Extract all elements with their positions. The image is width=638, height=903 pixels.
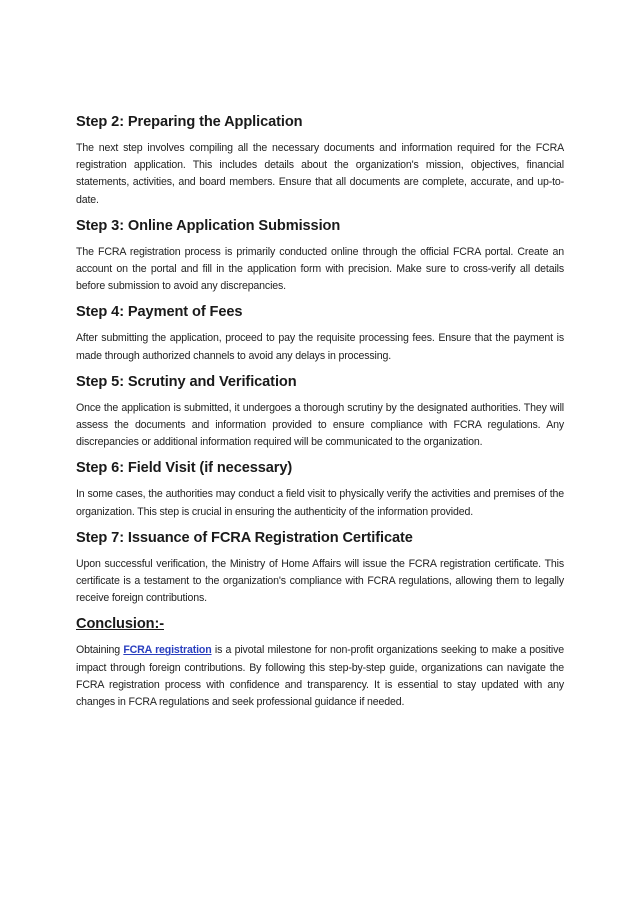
document-content	[76, 113, 564, 719]
section-step-4	[76, 303, 564, 364]
fcra-registration-link[interactable]: FCRA registration	[123, 644, 212, 657]
section-paragraph: After submitting the application, proceed to pay the requisite processing fees. Ensure that the payment is made through authorized channels to avoid any delays in processing.	[76, 332, 564, 362]
section-heading: Step 4: Payment of Fees	[76, 304, 243, 321]
section-heading: Step 2: Preparing the Application	[76, 114, 303, 130]
conclusion-text-after: is a pivotal milestone for non-profit organizations seeking to make a positive impact through foreign contributions. By following this step-by-step guide, organizations can navigate the FCRA registration process with confidence and transparency. It is essential to stay updated with any changes in FCRA regulations and seek professional guidance if needed.	[76, 644, 565, 709]
conclusion-text-before: Obtaining	[76, 644, 124, 657]
section-step-7	[76, 529, 564, 608]
conclusion-paragraph	[76, 642, 564, 711]
section-paragraph: Once the application is submitted, it undergoes a thorough scrutiny by the designated authorities. They will assess the documents and information provided to ensure compliance with FCRA regulations. Any discrepancies or additional information required will be communicated to the organization.	[76, 401, 564, 449]
section-step-3	[76, 217, 564, 296]
section-step-6	[76, 459, 564, 520]
section-paragraph: Upon successful verification, the Ministry of Home Affairs will issue the FCRA registration certificate. This certificate is a testament to the organization's compliance with FCRA regulations, allowing them to legally receive foreign contributions.	[76, 557, 564, 605]
section-heading: Step 5: Scrutiny and Verification	[76, 373, 297, 390]
section-paragraph: In some cases, the authorities may conduct a field visit to physically verify the activities and premises of the organization. This step is crucial in ensuring the authenticity of the information provided.	[76, 488, 564, 518]
section-paragraph: The FCRA registration process is primarily conducted online through the official FCRA portal. Create an account on the portal and fill in the application form with precision. Make sure to cross-verify all details before submission to avoid any discrepancies.	[76, 245, 564, 293]
section-step-2	[76, 113, 564, 209]
section-paragraph: The next step involves compiling all the necessary documents and information required for the FCRA registration application. This includes details about the organization's mission, objectives, financial statements, activities, and board members. Ensure that all documents are complete, accurate, and up-to-date.	[76, 142, 564, 206]
conclusion-heading: Conclusion:-	[76, 616, 164, 633]
section-conclusion	[76, 615, 564, 711]
section-heading: Step 7: Issuance of FCRA Registration Certificate	[76, 529, 413, 546]
section-heading: Step 6: Field Visit (if necessary)	[76, 460, 293, 477]
section-heading: Step 3: Online Application Submission	[76, 217, 341, 234]
section-step-5	[76, 373, 564, 452]
